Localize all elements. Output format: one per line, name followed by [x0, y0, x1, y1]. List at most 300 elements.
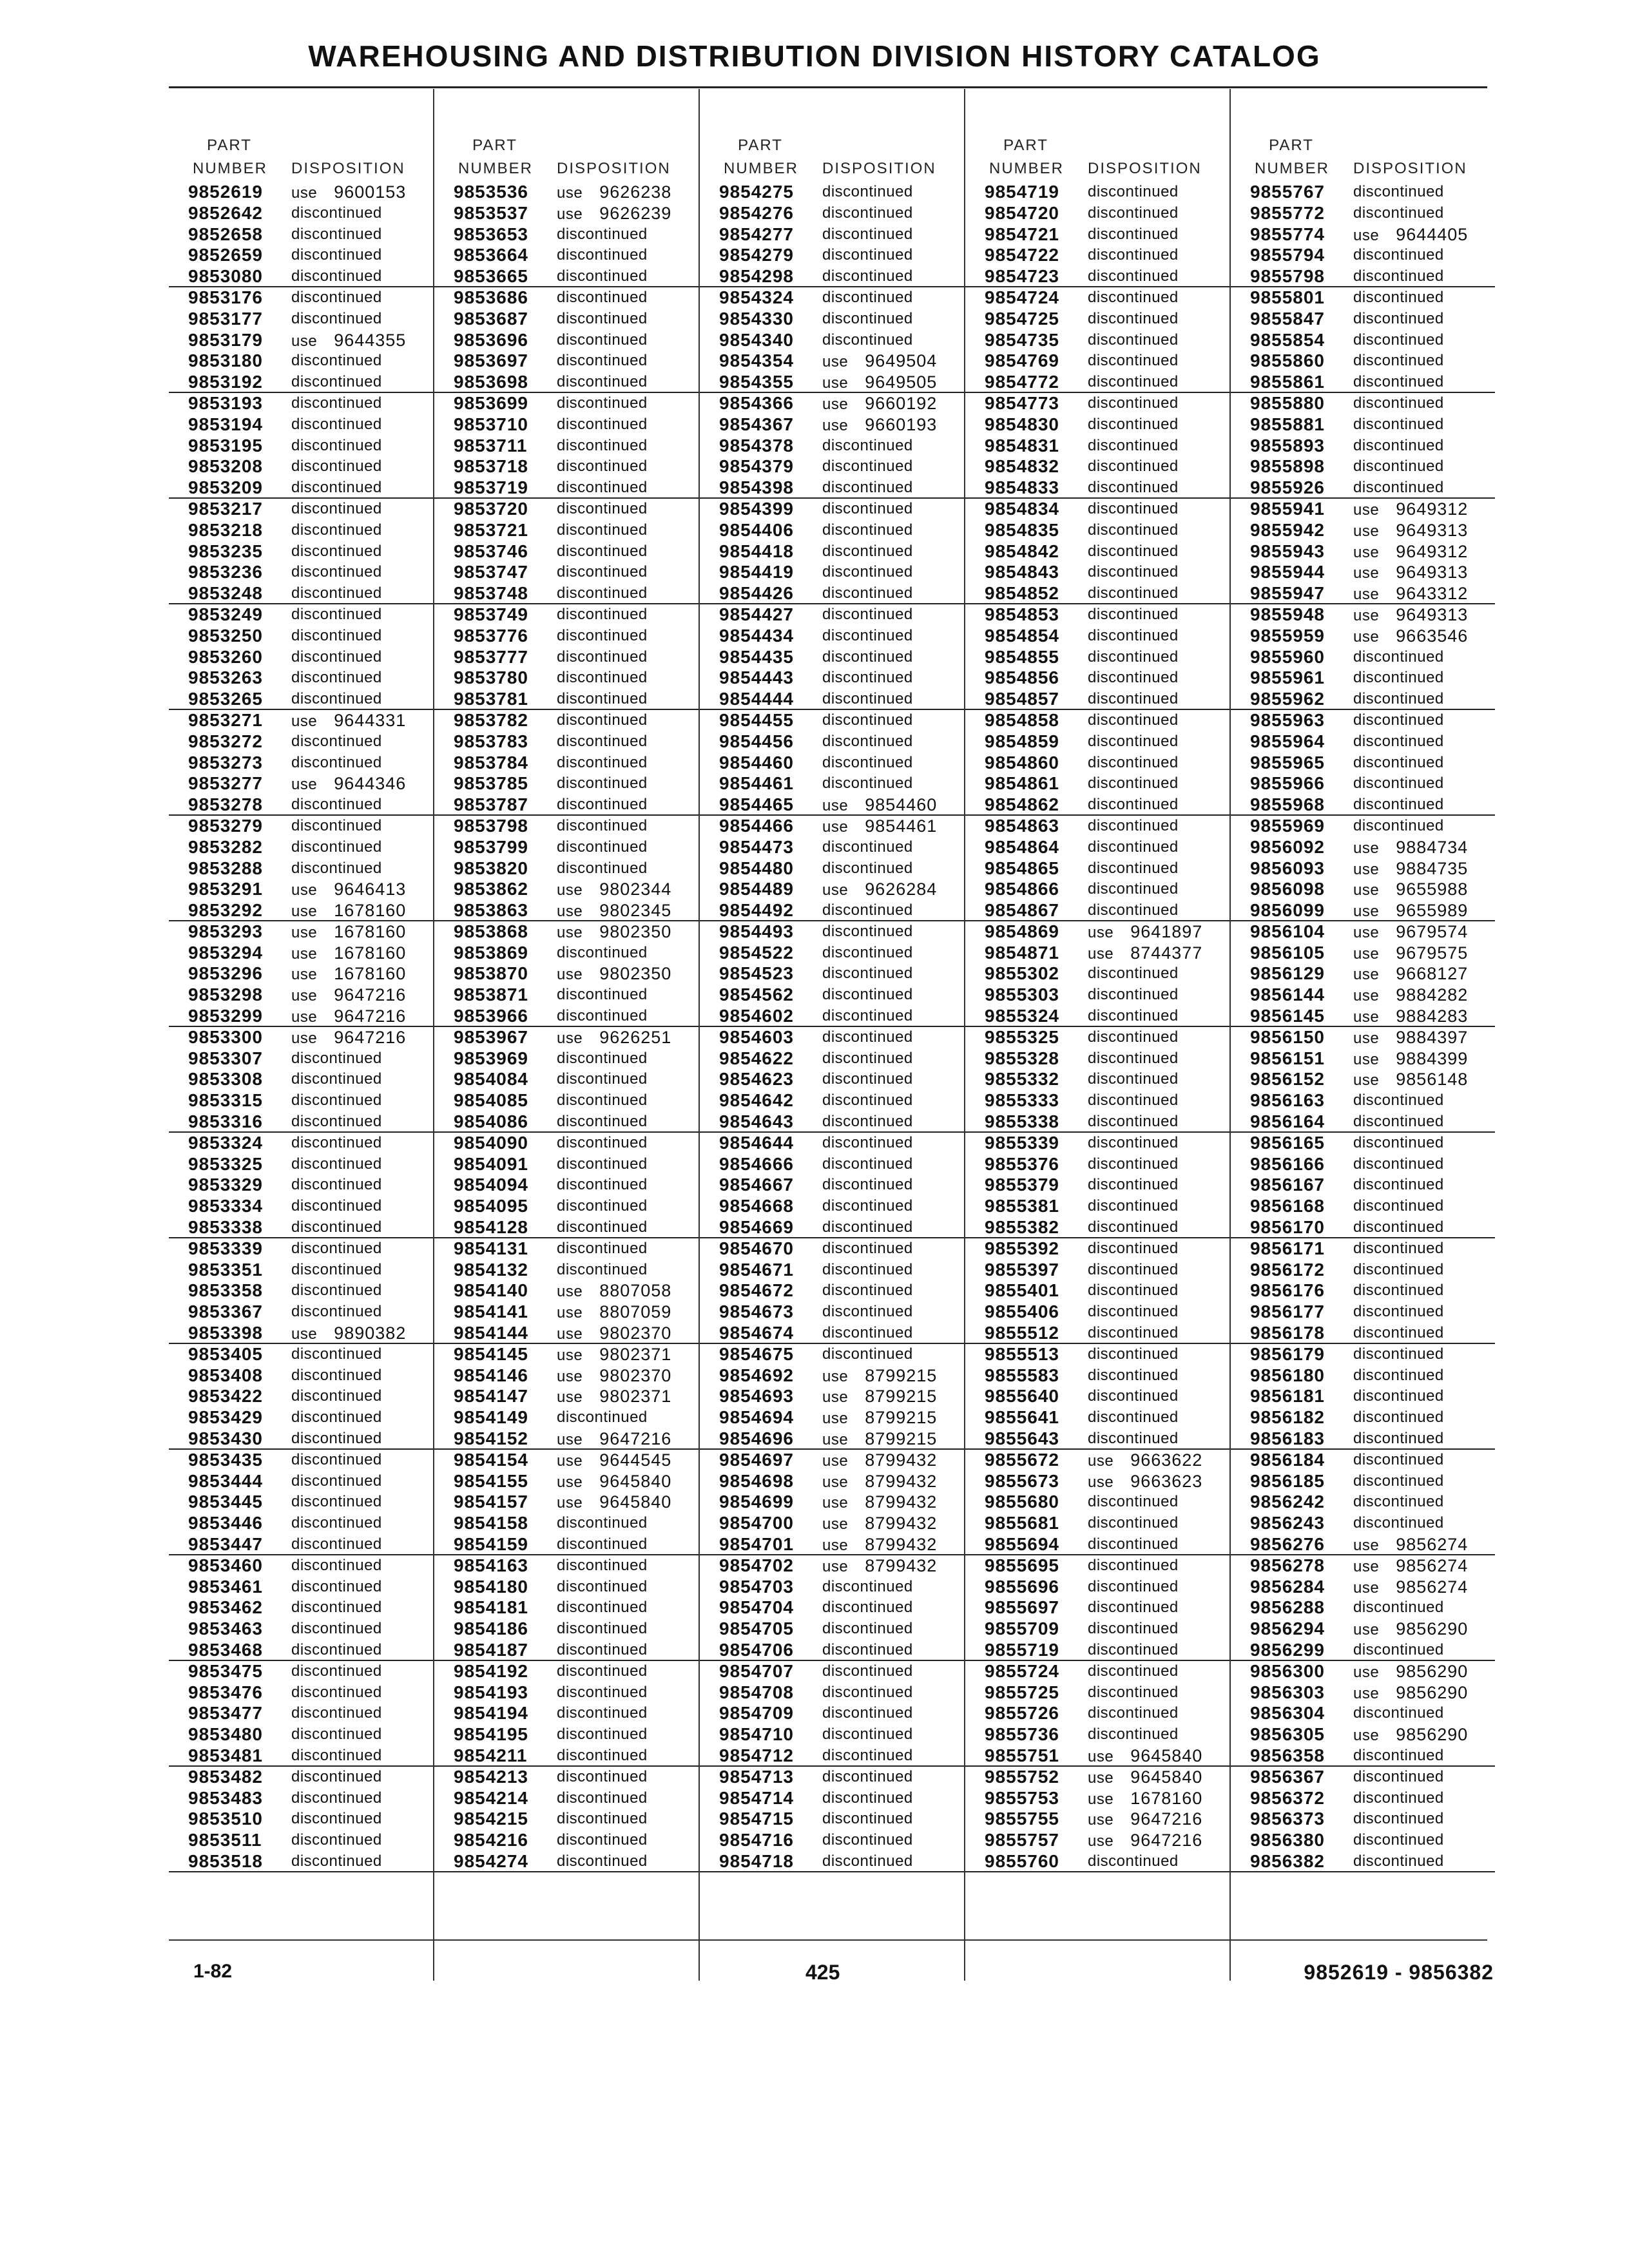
table-row: [700, 499, 964, 520]
disposition: [291, 1323, 406, 1345]
disposition: [291, 858, 382, 879]
table-row: [1231, 1492, 1495, 1513]
table-row: [434, 1027, 699, 1048]
part-number: 9854158: [454, 1513, 529, 1533]
disposition-action: discontinued: [822, 225, 913, 243]
table-row: [1231, 1027, 1495, 1048]
part-number: 9854772: [985, 372, 1060, 392]
part-number: 9854857: [985, 689, 1060, 709]
replacement-part-number: 9854461: [865, 816, 938, 836]
replacement-part-number: 9649313: [1396, 562, 1469, 582]
part-number: 9854865: [985, 858, 1060, 878]
disposition: [291, 245, 382, 266]
disposition-action: use: [557, 1304, 583, 1322]
table-row: [169, 1428, 433, 1450]
part-number: 9855881: [1250, 414, 1325, 434]
disposition: [557, 963, 671, 986]
disposition-action: discontinued: [1088, 965, 1179, 983]
table-row: [169, 837, 433, 858]
table-row: [965, 436, 1229, 457]
part-number: 9853664: [454, 245, 529, 265]
table-row: [965, 456, 1229, 477]
part-number: 9855406: [985, 1302, 1060, 1322]
part-number: 9856167: [1250, 1175, 1325, 1195]
part-number: 9854193: [454, 1682, 529, 1702]
table-row: [169, 1661, 433, 1682]
part-number: 9854461: [719, 773, 795, 794]
disposition: [291, 1640, 382, 1661]
disposition: [291, 541, 382, 562]
table-row: [965, 731, 1229, 753]
disposition-action: discontinued: [1353, 479, 1444, 497]
disposition-action: discontinued: [557, 542, 648, 560]
part-number: 9856243: [1250, 1513, 1325, 1533]
disposition-action: discontinued: [1353, 1789, 1444, 1807]
table-row: [1231, 541, 1495, 562]
catalog-column-3: [700, 86, 964, 1979]
disposition: [822, 1534, 937, 1557]
disposition: [291, 414, 382, 436]
disposition-action: use: [291, 903, 318, 921]
part-number: 9854852: [985, 583, 1060, 604]
part-number: 9853277: [188, 773, 264, 794]
part-number: 9853316: [188, 1111, 264, 1132]
disposition: [291, 604, 382, 626]
part-number: 9853250: [188, 625, 264, 646]
disposition-action: use: [1353, 522, 1380, 540]
disposition: [1088, 203, 1179, 224]
table-row: [700, 1851, 964, 1872]
header-disposition: DISPOSITION: [1353, 160, 1467, 177]
disposition-action: discontinued: [1088, 796, 1179, 814]
table-row: [169, 287, 433, 309]
disposition: [1353, 583, 1468, 606]
table-row: [965, 372, 1229, 393]
part-number: 9853180: [188, 351, 264, 371]
part-number: 9854276: [719, 202, 795, 223]
part-number: 9853536: [454, 182, 529, 202]
table-row: [1231, 456, 1495, 477]
table-row: [700, 1788, 964, 1809]
disposition-action: use: [1088, 1452, 1114, 1470]
table-row: [169, 1154, 433, 1175]
table-row: [700, 456, 964, 477]
part-number: 9856163: [1250, 1090, 1325, 1111]
disposition: [557, 668, 648, 689]
disposition: [822, 816, 937, 838]
part-number: 9853260: [188, 646, 264, 667]
part-number: 9854523: [719, 963, 795, 984]
disposition: [291, 731, 382, 753]
disposition: [557, 1767, 648, 1788]
disposition-action: discontinued: [822, 521, 913, 539]
disposition: [557, 1069, 648, 1090]
disposition: [291, 372, 382, 393]
disposition-action: discontinued: [822, 1789, 913, 1807]
disposition-action: discontinued: [822, 1767, 913, 1785]
disposition-action: discontinued: [557, 499, 648, 517]
disposition: [1088, 943, 1202, 965]
table-row: [434, 1513, 699, 1534]
part-number: 9855640: [985, 1386, 1060, 1407]
disposition-action: discontinued: [291, 1599, 382, 1617]
part-number: 9855401: [985, 1280, 1060, 1301]
part-number: 9854091: [454, 1153, 529, 1174]
part-number: 9853699: [454, 392, 529, 413]
disposition: [822, 1069, 913, 1090]
disposition: [822, 1238, 913, 1260]
table-row: [1231, 604, 1495, 626]
table-row: [169, 1555, 433, 1577]
disposition: [1353, 224, 1468, 247]
table-row: [1231, 351, 1495, 372]
disposition: [822, 541, 913, 562]
disposition: [291, 182, 406, 204]
table-row: [169, 1450, 433, 1471]
table-row: [434, 604, 699, 626]
table-row: [169, 963, 433, 985]
part-number: 9853444: [188, 1470, 264, 1491]
disposition-action: use: [1353, 1557, 1380, 1575]
disposition: [822, 1724, 913, 1745]
disposition-action: discontinued: [557, 1725, 648, 1744]
part-number: 9854186: [454, 1619, 529, 1639]
disposition-action: discontinued: [291, 1450, 382, 1468]
replacement-part-number: 8799432: [865, 1471, 938, 1491]
disposition: [557, 414, 648, 436]
table-row: [1231, 858, 1495, 879]
table-row: [700, 710, 964, 731]
disposition: [1353, 414, 1444, 436]
disposition: [557, 1492, 671, 1514]
table-row: [434, 414, 699, 436]
replacement-part-number: 8807058: [599, 1281, 672, 1301]
column-rows: [700, 182, 964, 1872]
disposition-action: discontinued: [1088, 1218, 1179, 1236]
table-row: [700, 1407, 964, 1428]
part-number: 9853193: [188, 392, 264, 413]
disposition: [822, 203, 913, 224]
part-number: 9853969: [454, 1048, 529, 1068]
part-number: 9855774: [1250, 224, 1325, 244]
disposition: [1088, 879, 1179, 900]
part-number: 9854378: [719, 435, 795, 456]
disposition-action: use: [291, 987, 318, 1005]
disposition-action: discontinued: [1088, 753, 1179, 771]
disposition-action: discontinued: [291, 732, 382, 750]
part-number: 9854330: [719, 308, 795, 329]
disposition: [557, 647, 648, 668]
table-row: [965, 794, 1229, 816]
part-number: 9853480: [188, 1724, 264, 1745]
table-row: [965, 1682, 1229, 1704]
part-number: 9853686: [454, 287, 529, 307]
replacement-part-number: 8799432: [865, 1450, 938, 1470]
table-row: [434, 731, 699, 753]
disposition: [1353, 1809, 1444, 1830]
disposition-action: discontinued: [1088, 1852, 1179, 1870]
disposition-action: discontinued: [1088, 267, 1179, 285]
table-row: [434, 287, 699, 309]
disposition-action: discontinued: [291, 479, 382, 497]
disposition: [291, 1090, 382, 1111]
table-row: [169, 1767, 433, 1788]
disposition-action: discontinued: [822, 1155, 913, 1173]
disposition-action: discontinued: [1088, 584, 1179, 602]
table-row: [965, 1090, 1229, 1111]
table-row: [965, 1703, 1229, 1724]
part-number: 9856093: [1250, 858, 1325, 878]
part-number: 9853179: [188, 329, 264, 350]
disposition: [291, 794, 382, 816]
disposition: [1088, 1196, 1179, 1217]
disposition-action: discontinued: [291, 796, 382, 814]
disposition-action: discontinued: [1088, 1091, 1179, 1110]
part-number: 9855963: [1250, 709, 1325, 730]
disposition: [557, 816, 648, 837]
table-row: [434, 436, 699, 457]
disposition-action: discontinued: [557, 1831, 648, 1849]
table-row: [700, 668, 964, 689]
table-row: [1231, 1048, 1495, 1070]
disposition-action: discontinued: [557, 309, 648, 327]
disposition-action: discontinued: [1088, 563, 1179, 581]
disposition: [822, 837, 913, 858]
table-row: [169, 414, 433, 436]
disposition: [1353, 436, 1444, 457]
disposition: [557, 499, 648, 520]
disposition: [822, 858, 913, 879]
disposition-action: use: [1353, 1072, 1380, 1090]
part-number: 9855512: [985, 1323, 1060, 1343]
part-number: 9853783: [454, 731, 529, 751]
part-number: 9853422: [188, 1386, 264, 1407]
table-row: [1231, 182, 1495, 203]
table-row: [965, 1323, 1229, 1344]
part-number: 9854455: [719, 709, 795, 730]
part-number: 9854735: [985, 329, 1060, 350]
disposition-action: discontinued: [557, 415, 648, 433]
table-row: [965, 1111, 1229, 1133]
replacement-part-number: 9649313: [1396, 604, 1469, 624]
part-number: 9855959: [1250, 625, 1325, 646]
disposition: [291, 753, 382, 774]
disposition: [291, 1428, 382, 1450]
disposition-action: discontinued: [1088, 1176, 1179, 1194]
disposition-action: discontinued: [557, 331, 648, 349]
disposition: [291, 1048, 382, 1070]
disposition: [1353, 1428, 1444, 1450]
table-row: [1231, 203, 1495, 224]
table-row: [1231, 1069, 1495, 1090]
disposition: [1088, 520, 1179, 541]
disposition: [1353, 1323, 1444, 1344]
table-row: [434, 224, 699, 245]
part-number: 9854671: [719, 1259, 795, 1280]
disposition-action: discontinued: [822, 1599, 913, 1617]
part-number: 9855695: [985, 1555, 1060, 1575]
replacement-part-number: 9647216: [334, 1006, 407, 1026]
disposition-action: discontinued: [1088, 1113, 1179, 1131]
table-row: [169, 1217, 433, 1238]
header-part: PART: [472, 137, 517, 154]
part-number: 9854694: [719, 1407, 795, 1428]
replacement-part-number: 9856148: [1396, 1070, 1469, 1090]
disposition-action: discontinued: [822, 1028, 913, 1046]
table-row: [700, 985, 964, 1006]
part-number: 9854709: [719, 1703, 795, 1724]
disposition-action: use: [1088, 1811, 1114, 1829]
replacement-part-number: 1678160: [334, 921, 407, 941]
part-number: 9854145: [454, 1343, 529, 1364]
table-row: [434, 1830, 699, 1851]
disposition: [822, 1344, 913, 1365]
disposition-action: use: [1353, 586, 1380, 604]
table-row: [1231, 794, 1495, 816]
disposition: [1353, 1745, 1444, 1767]
disposition-action: discontinued: [1088, 816, 1179, 834]
column-rows: [169, 182, 433, 1872]
disposition: [291, 583, 382, 604]
table-row: [700, 1471, 964, 1492]
part-number: 9856294: [1250, 1619, 1325, 1639]
table-row: [1231, 1196, 1495, 1217]
part-number: 9855583: [985, 1365, 1060, 1385]
table-row: [169, 1133, 433, 1154]
disposition: [557, 1196, 648, 1217]
disposition-action: discontinued: [557, 1556, 648, 1574]
disposition: [1088, 1534, 1179, 1555]
part-number: 9856099: [1250, 900, 1325, 921]
part-number: 9853293: [188, 921, 264, 941]
disposition-action: use: [822, 1473, 849, 1491]
table-row: [965, 921, 1229, 943]
disposition: [557, 794, 648, 816]
table-row: [700, 963, 964, 985]
replacement-part-number: 9644545: [599, 1450, 672, 1470]
table-row: [434, 1323, 699, 1344]
table-row: [169, 1577, 433, 1598]
table-row: [434, 794, 699, 816]
disposition: [291, 1217, 382, 1238]
disposition-action: use: [822, 395, 849, 413]
part-number: 9855893: [1250, 435, 1325, 456]
disposition-action: discontinued: [291, 1133, 382, 1151]
part-number: 9856185: [1250, 1470, 1325, 1491]
table-row: [1231, 1006, 1495, 1027]
table-row: [169, 1175, 433, 1196]
disposition-action: use: [1353, 903, 1380, 921]
disposition: [1088, 541, 1179, 562]
header-disposition: DISPOSITION: [291, 160, 405, 177]
disposition-action: discontinued: [291, 1260, 382, 1278]
disposition-action: use: [1353, 606, 1380, 624]
disposition-action: use: [291, 776, 318, 794]
part-number: 9855942: [1250, 519, 1325, 540]
disposition: [822, 372, 937, 394]
table-row: [169, 1196, 433, 1217]
disposition: [557, 900, 671, 923]
part-number: 9855382: [985, 1217, 1060, 1238]
replacement-part-number: 9626238: [599, 182, 672, 202]
replacement-part-number: 9626284: [865, 879, 938, 899]
disposition-action: discontinued: [1088, 1303, 1179, 1321]
disposition-action: discontinued: [822, 1218, 913, 1236]
part-number: 9856276: [1250, 1534, 1325, 1554]
disposition: [557, 477, 648, 499]
table-row: [1231, 1788, 1495, 1809]
part-number: 9853781: [454, 689, 529, 709]
part-number: 9854869: [985, 921, 1060, 941]
disposition: [557, 182, 671, 204]
disposition-action: discontinued: [1088, 690, 1179, 708]
table-row: [700, 1133, 964, 1154]
table-row: [1231, 879, 1495, 900]
disposition-action: use: [557, 1494, 583, 1512]
disposition: [291, 1809, 382, 1830]
disposition: [1353, 689, 1444, 710]
part-number: 9855332: [985, 1069, 1060, 1090]
table-row: [965, 1513, 1229, 1534]
replacement-part-number: 8799215: [865, 1429, 938, 1449]
disposition: [291, 1534, 382, 1555]
part-number: 9853967: [454, 1026, 529, 1047]
part-number: 9856092: [1250, 836, 1325, 857]
disposition: [1353, 1450, 1444, 1471]
part-number: 9854667: [719, 1175, 795, 1195]
disposition-action: discontinued: [291, 1387, 382, 1405]
disposition-action: discontinued: [1088, 1155, 1179, 1173]
disposition-action: discontinued: [1088, 1366, 1179, 1384]
disposition-action: discontinued: [1088, 1070, 1179, 1088]
table-row: [965, 710, 1229, 731]
disposition-action: use: [822, 1537, 849, 1554]
part-number: 9853777: [454, 646, 529, 667]
table-row: [700, 1069, 964, 1090]
disposition-action: discontinued: [1088, 309, 1179, 327]
table-row: [169, 477, 433, 499]
table-row: [169, 943, 433, 964]
table-row: [965, 668, 1229, 689]
disposition: [291, 1851, 382, 1872]
disposition-action: discontinued: [291, 1746, 382, 1764]
disposition-action: use: [822, 1557, 849, 1575]
replacement-part-number: 9856290: [1396, 1619, 1469, 1639]
table-row: [434, 1217, 699, 1238]
disposition-action: discontinued: [1353, 796, 1444, 814]
disposition-action: discontinued: [291, 499, 382, 517]
disposition: [1088, 647, 1179, 668]
table-row: [965, 477, 1229, 499]
table-row: [434, 456, 699, 477]
disposition-action: use: [291, 184, 318, 202]
part-number: 9855798: [1250, 266, 1325, 287]
disposition: [1353, 182, 1444, 203]
disposition-action: discontinued: [1353, 288, 1444, 306]
table-row: [965, 393, 1229, 414]
part-number: 9854181: [454, 1597, 529, 1618]
table-row: [965, 1238, 1229, 1260]
disposition-action: discontinued: [557, 373, 648, 391]
disposition-action: discontinued: [557, 267, 648, 285]
disposition-action: discontinued: [557, 753, 648, 771]
table-row: [434, 372, 699, 393]
disposition: [1353, 477, 1444, 499]
part-number: 9853721: [454, 519, 529, 540]
disposition-action: discontinued: [557, 1599, 648, 1617]
disposition-action: use: [822, 797, 849, 815]
table-row: [1231, 900, 1495, 921]
